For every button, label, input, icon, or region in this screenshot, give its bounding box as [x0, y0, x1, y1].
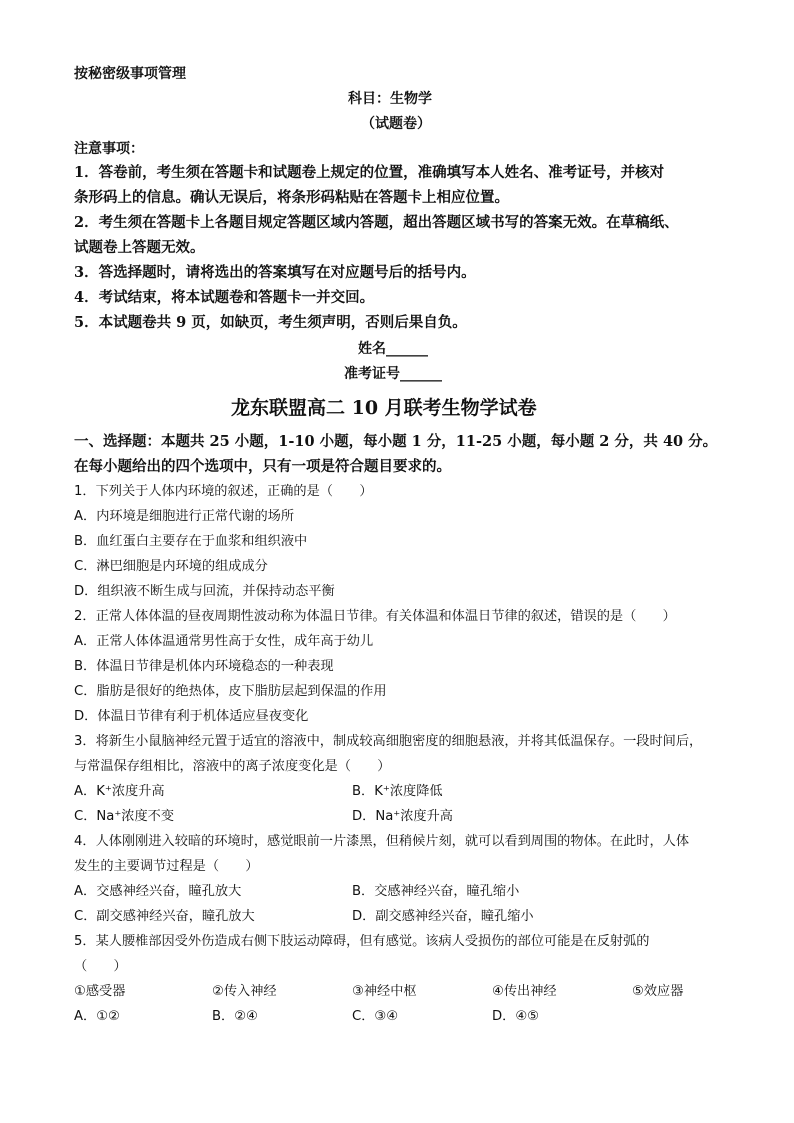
reflex-part: ④传出神经 — [492, 984, 557, 999]
option-d: D．④⑤ — [492, 1009, 539, 1024]
paper-type-label: （试题卷） — [361, 116, 431, 132]
option-b: B．血红蛋白主要存在于血浆和组织液中 — [74, 534, 308, 549]
question-stem: 3．将新生小鼠脑神经元置于适宜的溶液中，制成较高细胞密度的细胞悬液，并将其低温保存。一段时间后， — [74, 734, 703, 749]
reflex-part: ⑤效应器 — [632, 984, 684, 999]
question-stem: 与常温保存组相比，溶液中的离子浓度变化是（ ） — [74, 759, 391, 774]
option-c: C．脂肪是很好的绝热体，皮下脂肪层起到保温的作用 — [74, 684, 387, 699]
notice-line: 条形码上的信息。确认无误后，将条形码粘贴在答题卡上相应位置。 — [74, 189, 509, 206]
question-stem: 5．某人腰椎部因受外伤造成右侧下肢运动障碍，但有感觉。该病人受损伤的部位可能是在反射弧的 — [74, 934, 650, 949]
notice-line: 5．本试题卷共 9 页，如缺页，考生须声明，否则后果自负。 — [74, 314, 467, 331]
reflex-part: ③神经中枢 — [352, 984, 417, 999]
notice-line: 3．答选择题时，请将选出的答案填写在对应题号后的括号内。 — [74, 264, 476, 281]
option-c: C．副交感神经兴奋，瞳孔放大 — [74, 909, 255, 924]
option-b: B．交感神经兴奋，瞳孔缩小 — [352, 884, 520, 899]
exam-title: 龙东联盟高二 10 月联考生物学试卷 — [231, 397, 537, 419]
option-d: D．Na⁺浓度升高 — [352, 809, 453, 824]
question-stem: 4．人体刚刚进入较暗的环境时，感觉眼前一片漆黑，但稍候片刻，就可以看到周围的物体。在此时，人体 — [74, 834, 690, 849]
notice-line: 试题卷上答题无效。 — [74, 239, 205, 256]
exam-id-field: 准考证号______ — [344, 366, 442, 382]
reflex-part: ①感受器 — [74, 984, 126, 999]
option-b: B．K⁺浓度降低 — [352, 784, 443, 799]
option-c: C．淋巴细胞是内环境的组成成分 — [74, 559, 268, 574]
question-stem: 发生的主要调节过程是（ ） — [74, 859, 259, 874]
notice-line: 1．答卷前，考生须在答题卡和试题卷上规定的位置，准确填写本人姓名、准考证号，并核对 — [74, 164, 665, 181]
subject-label: 科目：生物学 — [348, 91, 432, 107]
notice-line: 4．考试结束，将本试题卷和答题卡一并交回。 — [74, 289, 375, 306]
section-heading: 在每小题给出的四个选项中，只有一项是符合题目要求的。 — [74, 458, 451, 475]
option-a: A．①② — [74, 1009, 120, 1024]
reflex-part: ②传入神经 — [212, 984, 277, 999]
option-c: C．Na⁺浓度不变 — [74, 809, 175, 824]
option-d: D．体温日节律有利于机体适应昼夜变化 — [74, 709, 309, 724]
option-a: A．K⁺浓度升高 — [74, 784, 165, 799]
option-b: B．②④ — [212, 1009, 258, 1024]
question-stem: 2．正常人体体温的昼夜周期性波动称为体温日节律。有关体温和体温日节律的叙述，错误的是（ ） — [74, 609, 676, 624]
option-a: A．正常人体体温通常男性高于女性，成年高于幼儿 — [74, 634, 374, 649]
section-heading: 一、选择题：本题共 25 小题，1-10 小题，每小题 1 分，11-25 小题，每小题 2 分，共 40 分。 — [74, 433, 718, 450]
question-stem: （ ） — [74, 959, 127, 974]
question-stem: 1．下列关于人体内环境的叙述，正确的是（ ） — [74, 484, 373, 499]
option-d: D．副交感神经兴奋，瞳孔缩小 — [352, 909, 534, 924]
option-a: A．交感神经兴奋，瞳孔放大 — [74, 884, 242, 899]
notice-line: 2．考生须在答题卡上各题目规定答题区域内答题，超出答题区域书写的答案无效。在草稿纸、 — [74, 214, 679, 231]
option-c: C．③④ — [352, 1009, 399, 1024]
name-field: 姓名______ — [358, 341, 428, 357]
option-b: B．体温日节律是机体内环境稳态的一种表现 — [74, 659, 334, 674]
option-a: A．内环境是细胞进行正常代谢的场所 — [74, 509, 295, 524]
option-d: D．组织液不断生成与回流，并保持动态平衡 — [74, 584, 335, 599]
notice-heading: 注意事项： — [74, 141, 144, 157]
secrecy-label: 按秘密级事项管理 — [74, 66, 186, 82]
